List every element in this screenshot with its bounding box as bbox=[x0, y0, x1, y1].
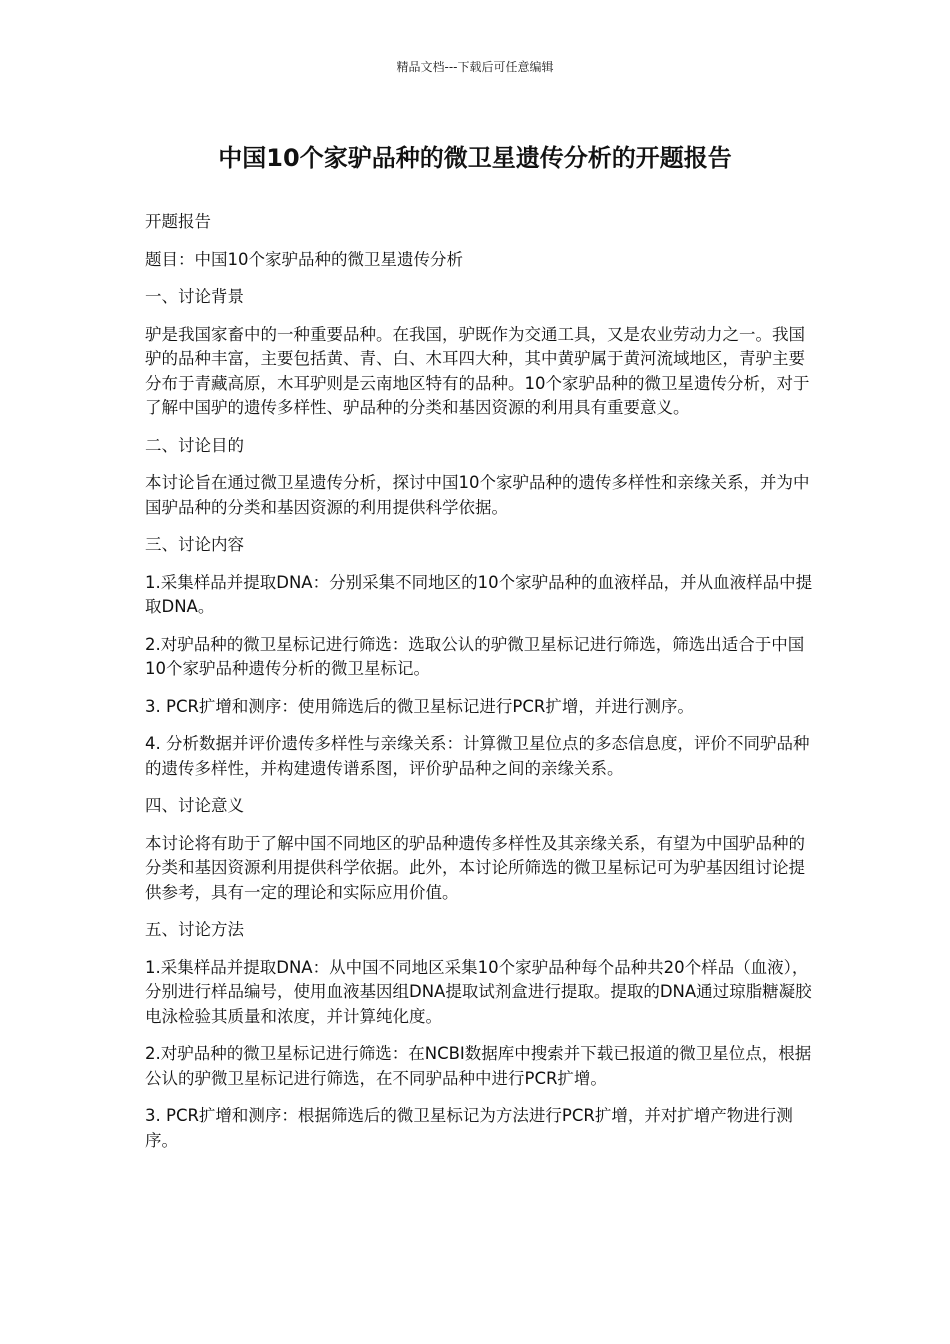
method-item-1: 1.采集样品并提取DNA：从中国不同地区采集10个家驴品种每个品种共20个样品（血液），分别进行样品编号，使用血液基因组DNA提取试剂盒进行提取。提取的DNA通过琼脂糖凝胶电泳检验其质量和浓度，并计算纯化度。 bbox=[145, 957, 812, 1026]
content-item-3: 3. PCR扩增和测序：使用筛选后的微卫星标记进行PCR扩增，并进行测序。 bbox=[145, 696, 694, 716]
document-body bbox=[145, 210, 815, 1166]
method-item-2: 2.对驴品种的微卫星标记进行筛选：在NCBI数据库中搜索并下载已报道的微卫星位点，根据公认的驴微卫星标记进行筛选，在不同驴品种中进行PCR扩增。 bbox=[145, 1044, 812, 1088]
content-item-2: 2.对驴品种的微卫星标记进行筛选：选取公认的驴微卫星标记进行筛选，筛选出适合于中国10个家驴品种遗传分析的微卫星标记。 bbox=[145, 634, 805, 678]
paragraph-significance: 本讨论将有助于了解中国不同地区的驴品种遗传多样性及其亲缘关系，有望为中国驴品种的分类和基因资源利用提供科学依据。此外，本讨论所筛选的微卫星标记可为驴基因组讨论提供参考，具有一定的理论和实际应用价值。 bbox=[145, 833, 805, 902]
method-item-3: 3. PCR扩增和测序：根据筛选后的微卫星标记为方法进行PCR扩增，并对扩增产物进行测序。 bbox=[145, 1106, 793, 1150]
section-heading-methods: 五、讨论方法 bbox=[145, 920, 244, 939]
section-heading-background: 一、讨论背景 bbox=[145, 287, 244, 306]
label-report: 开题报告 bbox=[145, 212, 211, 231]
document-title: 中国10个家驴品种的微卫星遗传分析的开题报告 bbox=[218, 144, 732, 172]
content-item-4: 4. 分析数据并评价遗传多样性与亲缘关系：计算微卫星位点的多态信息度，评价不同驴品种的遗传多样性，并构建遗传谱系图，评价驴品种之间的亲缘关系。 bbox=[145, 734, 810, 778]
content-item-1: 1.采集样品并提取DNA：分别采集不同地区的10个家驴品种的血液样品，并从血液样品中提取DNA。 bbox=[145, 572, 813, 616]
section-heading-content: 三、讨论内容 bbox=[145, 535, 244, 554]
section-heading-significance: 四、讨论意义 bbox=[145, 796, 244, 815]
topic-line: 题目：中国10个家驴品种的微卫星遗传分析 bbox=[145, 249, 463, 269]
paragraph-background: 驴是我国家畜中的一种重要品种。在我国，驴既作为交通工具，又是农业劳动力之一。我国驴的品种丰富，主要包括黄、青、白、木耳四大种，其中黄驴属于黄河流域地区，青驴主要分布于青藏高原，木耳驴则是云南地区特有的品种。10个家驴品种的微卫星遗传分析，对于了解中国驴的遗传多样性、驴品种的分类和基因资源的利用具有重要意义。 bbox=[145, 324, 810, 417]
header-note: 精品文档---下载后可任意编辑 bbox=[396, 60, 554, 74]
paragraph-purpose: 本讨论旨在通过微卫星遗传分析，探讨中国10个家驴品种的遗传多样性和亲缘关系，并为中国驴品种的分类和基因资源的利用提供科学依据。 bbox=[145, 473, 810, 517]
section-heading-purpose: 二、讨论目的 bbox=[145, 435, 244, 455]
